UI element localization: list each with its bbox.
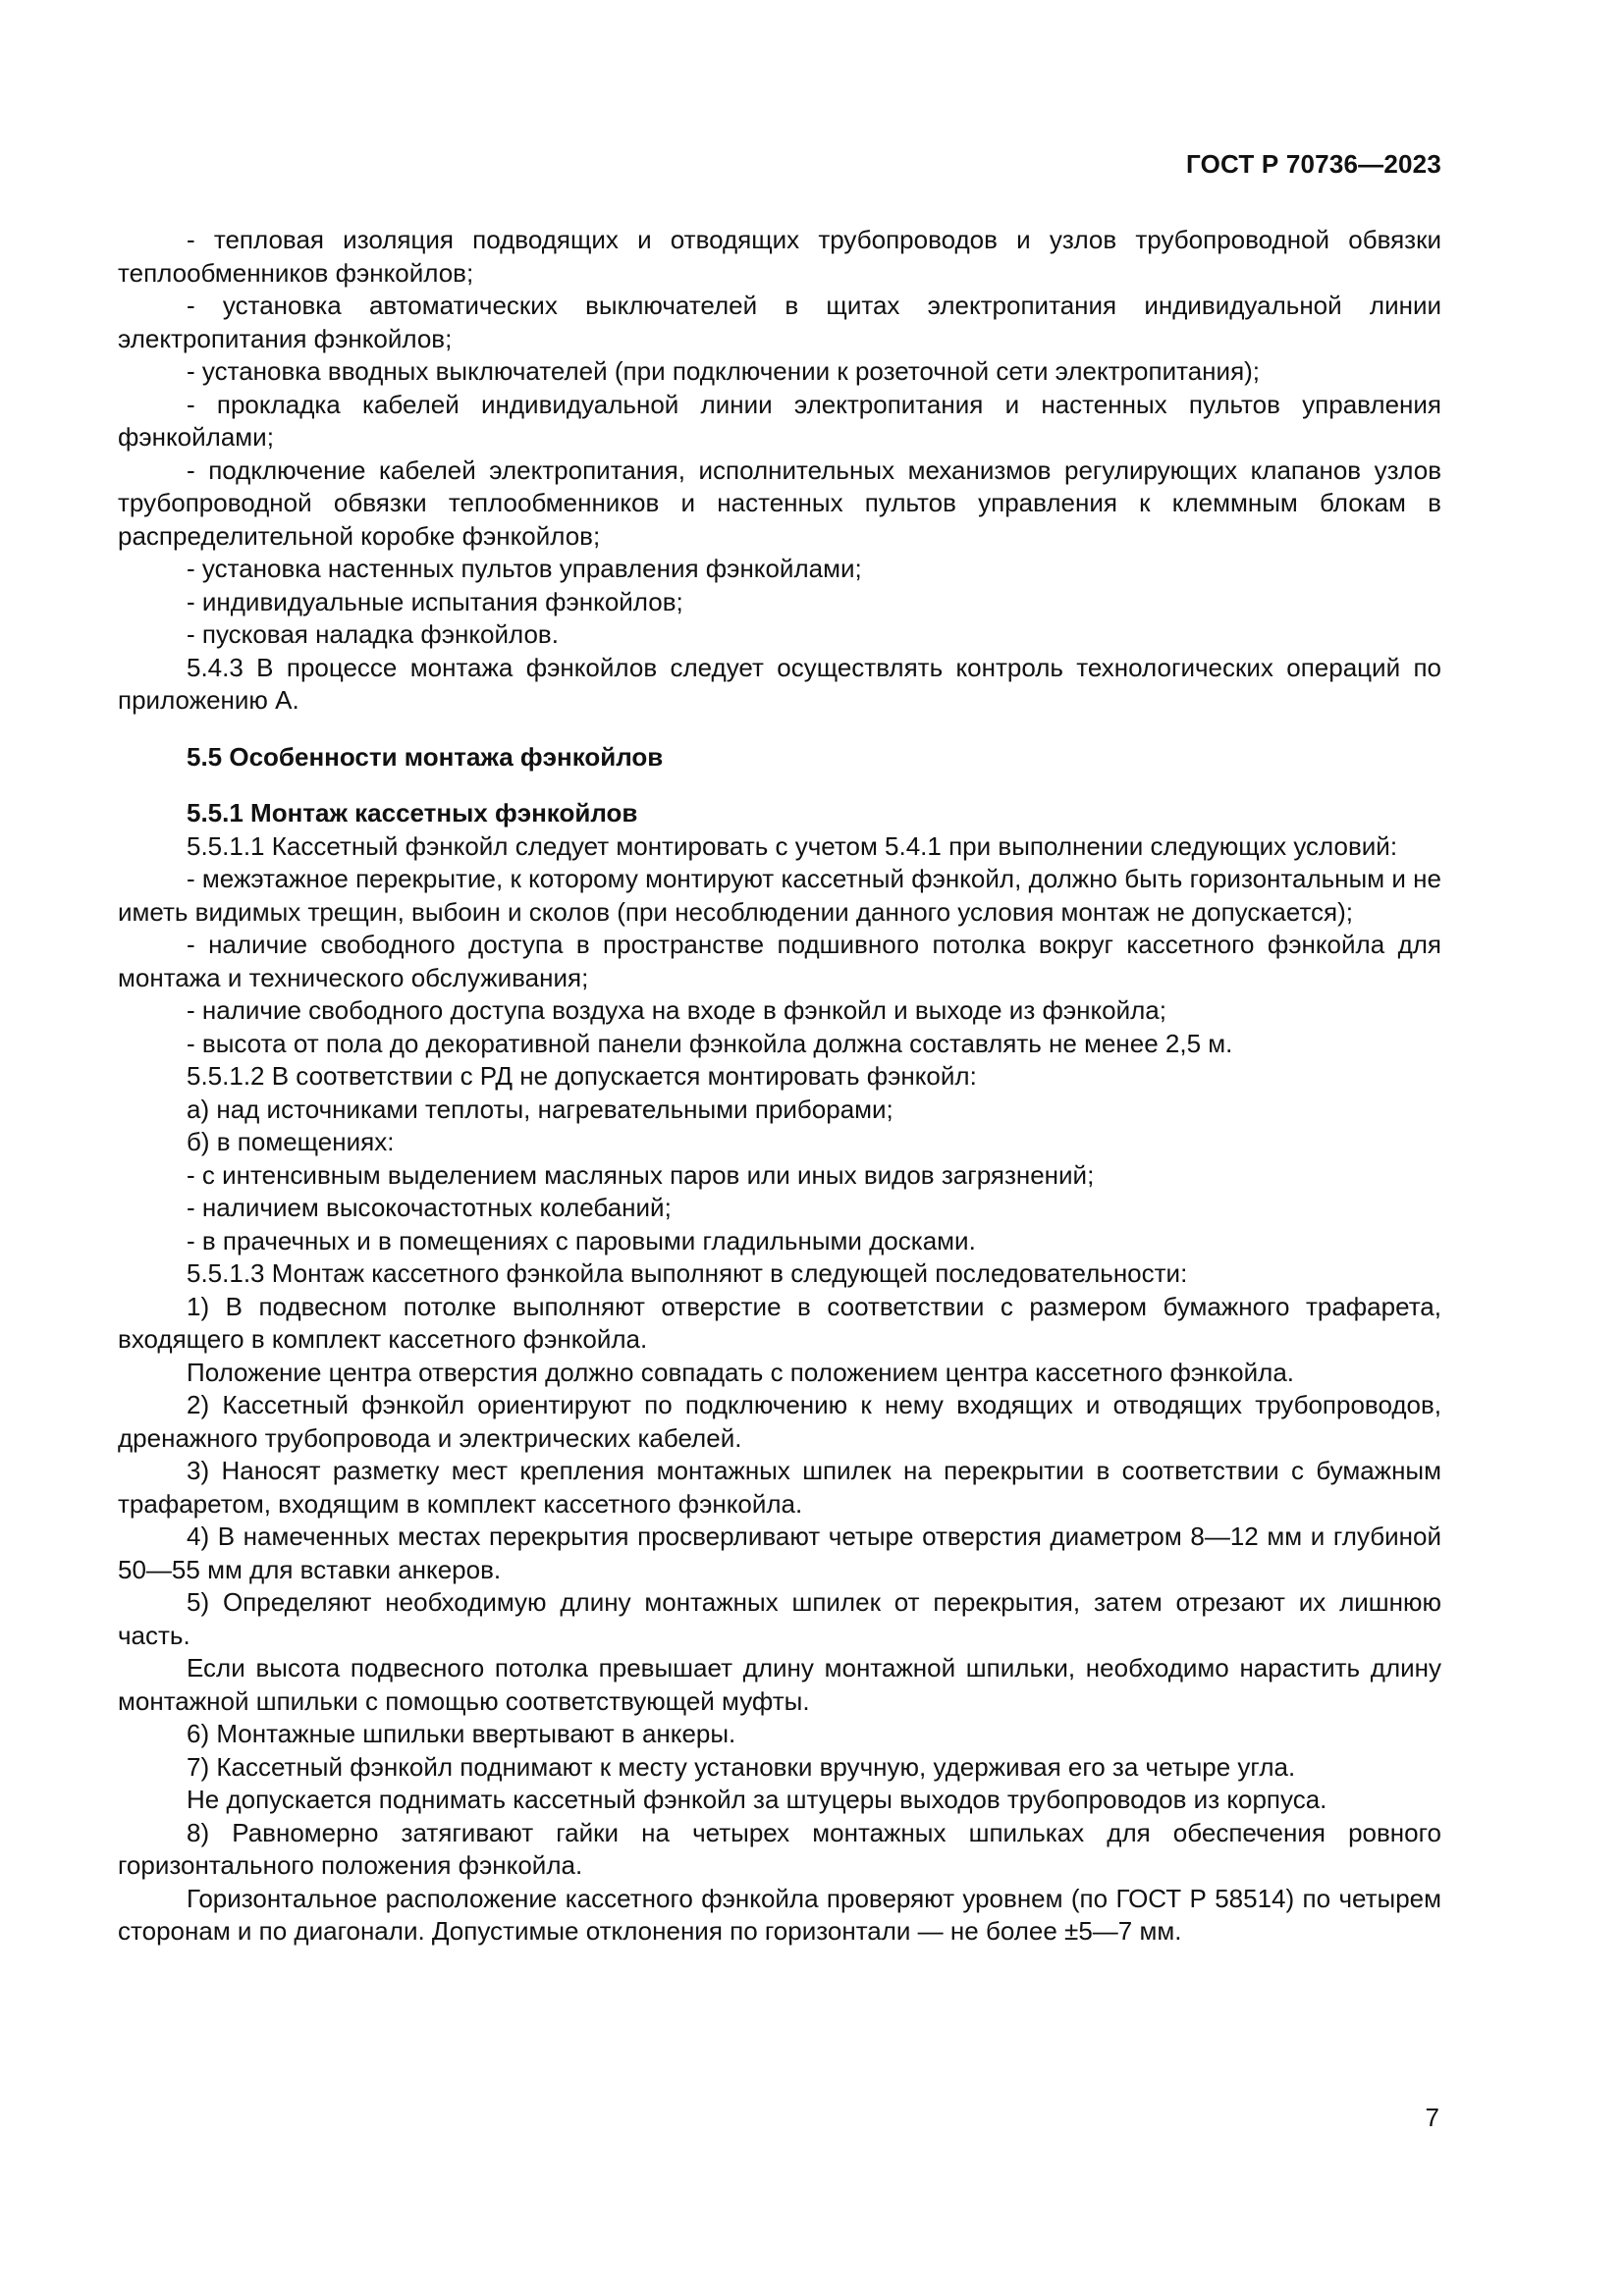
paragraph: Горизонтальное расположение кассетного фэнкойла проверяют уровнем (по ГОСТ Р 58514) по четырем сторонам и по диагонали. Допустимые отклонения по горизонтали — не более ±5—7 мм. <box>118 1883 1441 1946</box>
paragraph: 7) Кассетный фэнкойл поднимают к месту установки вручную, удерживая его за четыре угла. <box>187 1751 1296 1782</box>
paragraph: 5.5.1.1 Кассетный фэнкойл следует монтировать с учетом 5.4.1 при выполнении следующих условий: <box>187 830 1398 861</box>
paragraph: - в прачечных и в помещениях с паровыми гладильными досками. <box>187 1225 976 1255</box>
paragraph: - высота от пола до декоративной панели фэнкойла должна составлять не менее 2,5 м. <box>187 1028 1233 1058</box>
paragraph: Не допускается поднимать кассетный фэнкойл за штуцеры выходов трубопроводов из корпуса. <box>187 1785 1327 1814</box>
paragraph: - подключение кабелей электропитания, исполнительных механизмов регулирующих клапанов узлов трубопроводной обвязки теплообменников и настенных пультов управления к клеммным блокам в распределительной коробке фэнкойлов; <box>118 454 1441 551</box>
paragraph: - установка автоматических выключателей в щитах электропитания индивидуальной линии электропитания фэнкойлов; <box>118 291 1441 353</box>
paragraph: Положение центра отверстия должно совпадать с положением центра кассетного фэнкойла. <box>187 1357 1295 1387</box>
paragraph: 6) Монтажные шпильки ввертывают в анкеры. <box>187 1719 736 1748</box>
paragraph: - установка настенных пультов управления фэнкойлами; <box>187 554 862 583</box>
paragraph: 4) В намеченных местах перекрытия просверливают четыре отверстия диаметром 8—12 мм и глубиной 50—55 мм для вставки анкеров. <box>118 1522 1441 1584</box>
document-body <box>118 224 1441 1949</box>
document-code: ГОСТ Р 70736—2023 <box>1186 149 1441 179</box>
paragraph: - наличие свободного доступа в пространстве подшивного потолка вокруг кассетного фэнкойла для монтажа и технического обслуживания; <box>118 930 1441 992</box>
paragraph: - установка вводных выключателей (при подключении к розеточной сети электропитания); <box>187 356 1261 386</box>
section-heading: 5.5 Особенности монтажа фэнкойлов <box>187 741 664 772</box>
paragraph: - межэтажное перекрытие, к которому монтируют кассетный фэнкойл, должно быть горизонтальным и не иметь видимых трещин, выбоин и сколов (при несоблюдении данного условия монтаж не допускается); <box>118 864 1441 927</box>
paragraph: 3) Наносят разметку мест крепления монтажных шпилек на перекрытии в соответствии с бумажным трафаретом, входящим в комплект кассетного фэнкойла. <box>118 1456 1441 1519</box>
paragraph: 2) Кассетный фэнкойл ориентируют по подключению к нему входящих и отводящих трубопроводов, дренажного трубопровода и электрических кабелей. <box>118 1390 1441 1453</box>
paragraph: - тепловая изоляция подводящих и отводящих трубопроводов и узлов трубопроводной обвязки теплообменников фэнкойлов; <box>118 225 1441 288</box>
paragraph: - с интенсивным выделением масляных паров или иных видов загрязнений; <box>187 1159 1095 1190</box>
paragraph: - наличием высокочастотных колебаний; <box>187 1193 672 1222</box>
paragraph: 5.5.1.3 Монтаж кассетного фэнкойла выполняют в следующей последовательности: <box>187 1258 1188 1288</box>
paragraph: 1) В подвесном потолке выполняют отверстие в соответствии с размером бумажного трафарета, входящего в комплект кассетного фэнкойла. <box>118 1291 1441 1354</box>
paragraph: Если высота подвесного потолка превышает длину монтажной шпильки, необходимо нарастить длину монтажной шпильки с помощью соответствующей муфты. <box>118 1653 1441 1716</box>
paragraph: 5.5.1.2 В соответствии с РД не допускается монтировать фэнкойл: <box>187 1061 977 1091</box>
paragraph: - пусковая наладка фэнкойлов. <box>187 619 559 649</box>
paragraph: 5.4.3 В процессе монтажа фэнкойлов следует осуществлять контроль технологических операций по приложению А. <box>118 652 1441 715</box>
paragraph: - наличие свободного доступа воздуха на входе в фэнкойл и выходе из фэнкойла; <box>187 995 1166 1025</box>
page-number: 7 <box>1425 2103 1439 2132</box>
subsection-heading: 5.5.1 Монтаж кассетных фэнкойлов <box>187 798 638 828</box>
paragraph: а) над источниками теплоты, нагревательными приборами; <box>187 1094 893 1124</box>
paragraph: - индивидуальные испытания фэнкойлов; <box>187 586 683 616</box>
paragraph: 8) Равномерно затягивают гайки на четырех монтажных шпильках для обеспечения ровного горизонтального положения фэнкойла. <box>118 1817 1441 1880</box>
paragraph: б) в помещениях: <box>187 1127 395 1156</box>
paragraph: - прокладка кабелей индивидуальной линии электропитания и настенных пультов управления фэнкойлами; <box>118 389 1441 452</box>
paragraph: 5) Определяют необходимую длину монтажных шпилек от перекрытия, затем отрезают их лишнюю часть. <box>118 1587 1441 1650</box>
